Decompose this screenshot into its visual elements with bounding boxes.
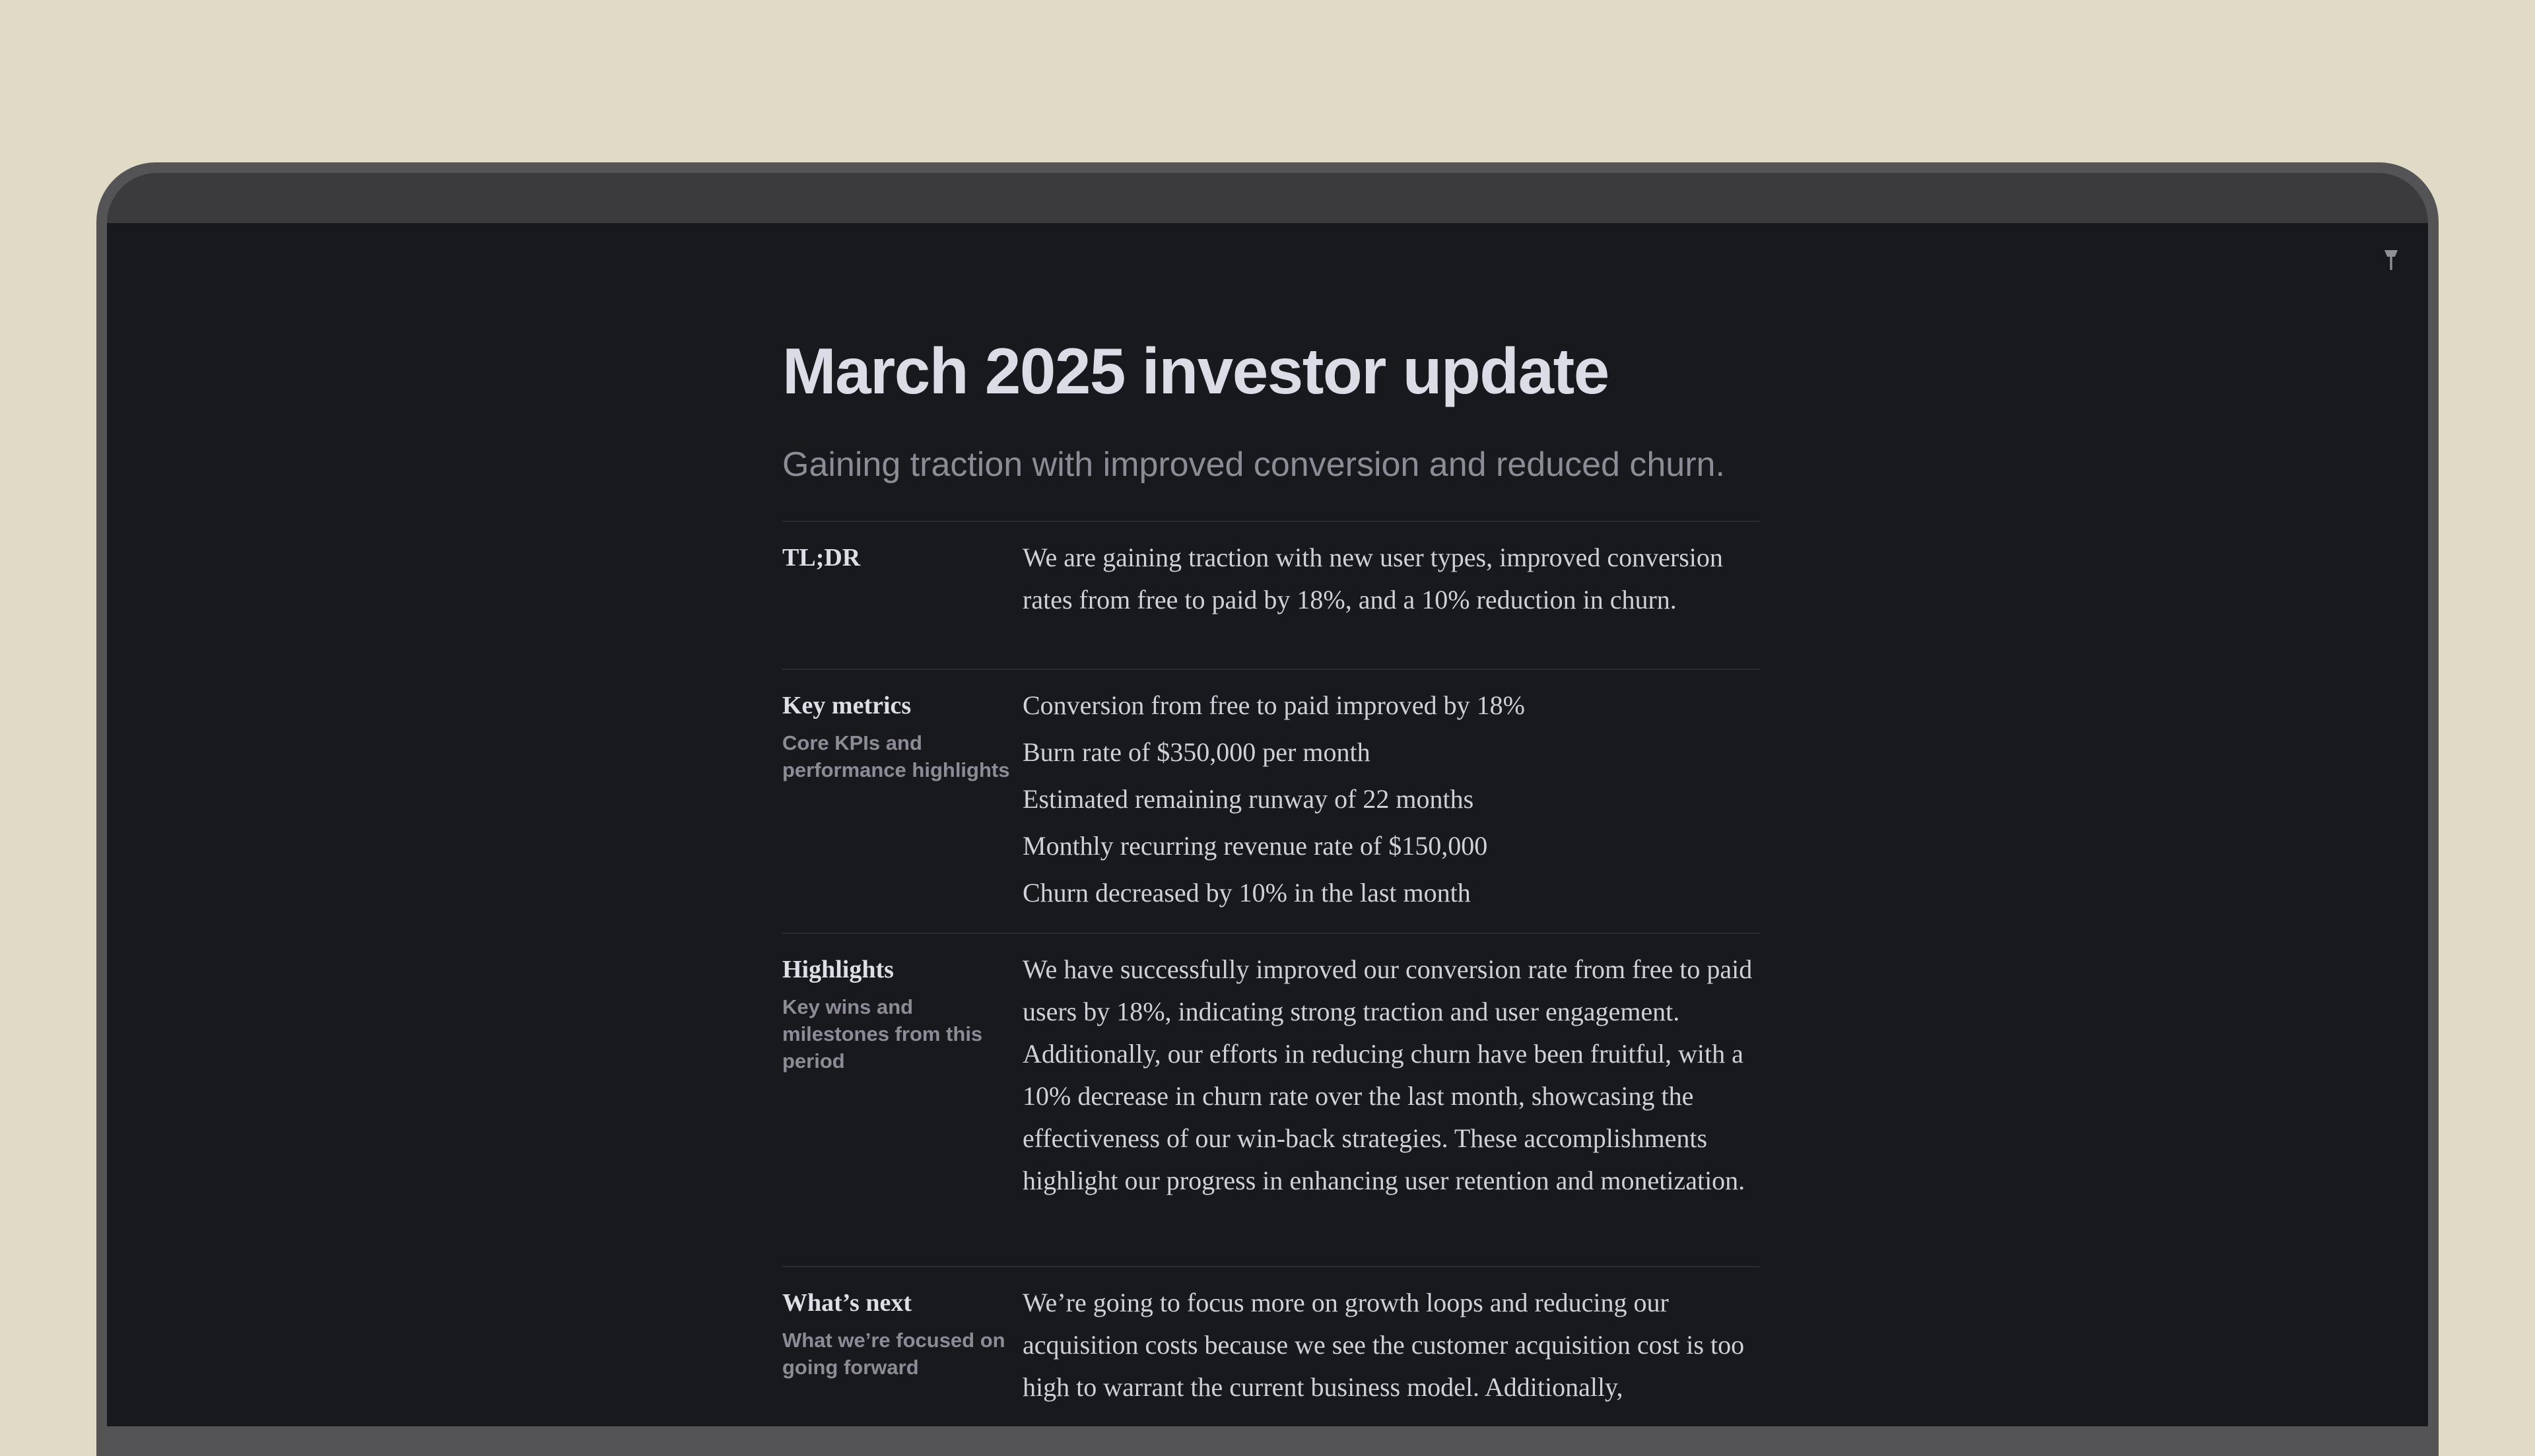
section-body: We have successfully improved our conversion rate from free to paid users by 18%, indicating strong traction and user engagement. Additionally, our efforts in reducing churn have been fruitful, with a 10% decrease in churn rate over the last month, showcasing the effectiveness of our win-back strategies. These accomplishments highlight our progress in enhancing user retention and monetization. — [1023, 954, 1753, 1195]
list-item: Burn rate of $350,000 per month — [1023, 737, 1370, 767]
section-body: We are gaining traction with new user types, improved conversion rates from free to paid by 18%, and a 10% reduction in churn. — [1023, 543, 1723, 614]
window-top-bar — [107, 173, 2428, 224]
list-item: Conversion from free to paid improved by 18% — [1023, 690, 1525, 720]
section-label: TL;DR — [782, 544, 861, 572]
list-item: Estimated remaining runway of 22 months — [1023, 784, 1474, 814]
list-item: Monthly recurring revenue rate of $150,000 — [1023, 831, 1488, 861]
page-title: March 2025 investor update — [782, 335, 1609, 407]
app-screen — [107, 223, 2428, 1426]
section-tldr — [782, 521, 1759, 669]
section-highlights — [782, 933, 1759, 1266]
pin-icon[interactable] — [2378, 247, 2404, 273]
section-label: Highlights — [782, 956, 894, 983]
section-label: What’s next — [782, 1289, 912, 1317]
section-label: Key metrics — [782, 692, 912, 719]
list-item: Churn decreased by 10% in the last month — [1023, 878, 1471, 908]
page-subtitle: Gaining traction with improved conversion and reduced churn. — [782, 446, 1725, 484]
sections-table — [782, 521, 1759, 1426]
section-sublabel: Key wins and milestones from this period — [782, 995, 983, 1073]
section-key-metrics — [782, 669, 1759, 933]
section-sublabel: Core KPIs and performance highlights — [782, 731, 1010, 781]
metrics-list — [1023, 684, 1759, 933]
section-whats-next — [782, 1266, 1759, 1426]
section-sublabel: What we’re focused on going forward — [782, 1329, 1005, 1379]
section-body: We’re going to focus more on growth loops and reducing our acquisition costs because we see the customer acquisition cost is too high to warrant the current business model. Additionally, — [1023, 1288, 1745, 1402]
